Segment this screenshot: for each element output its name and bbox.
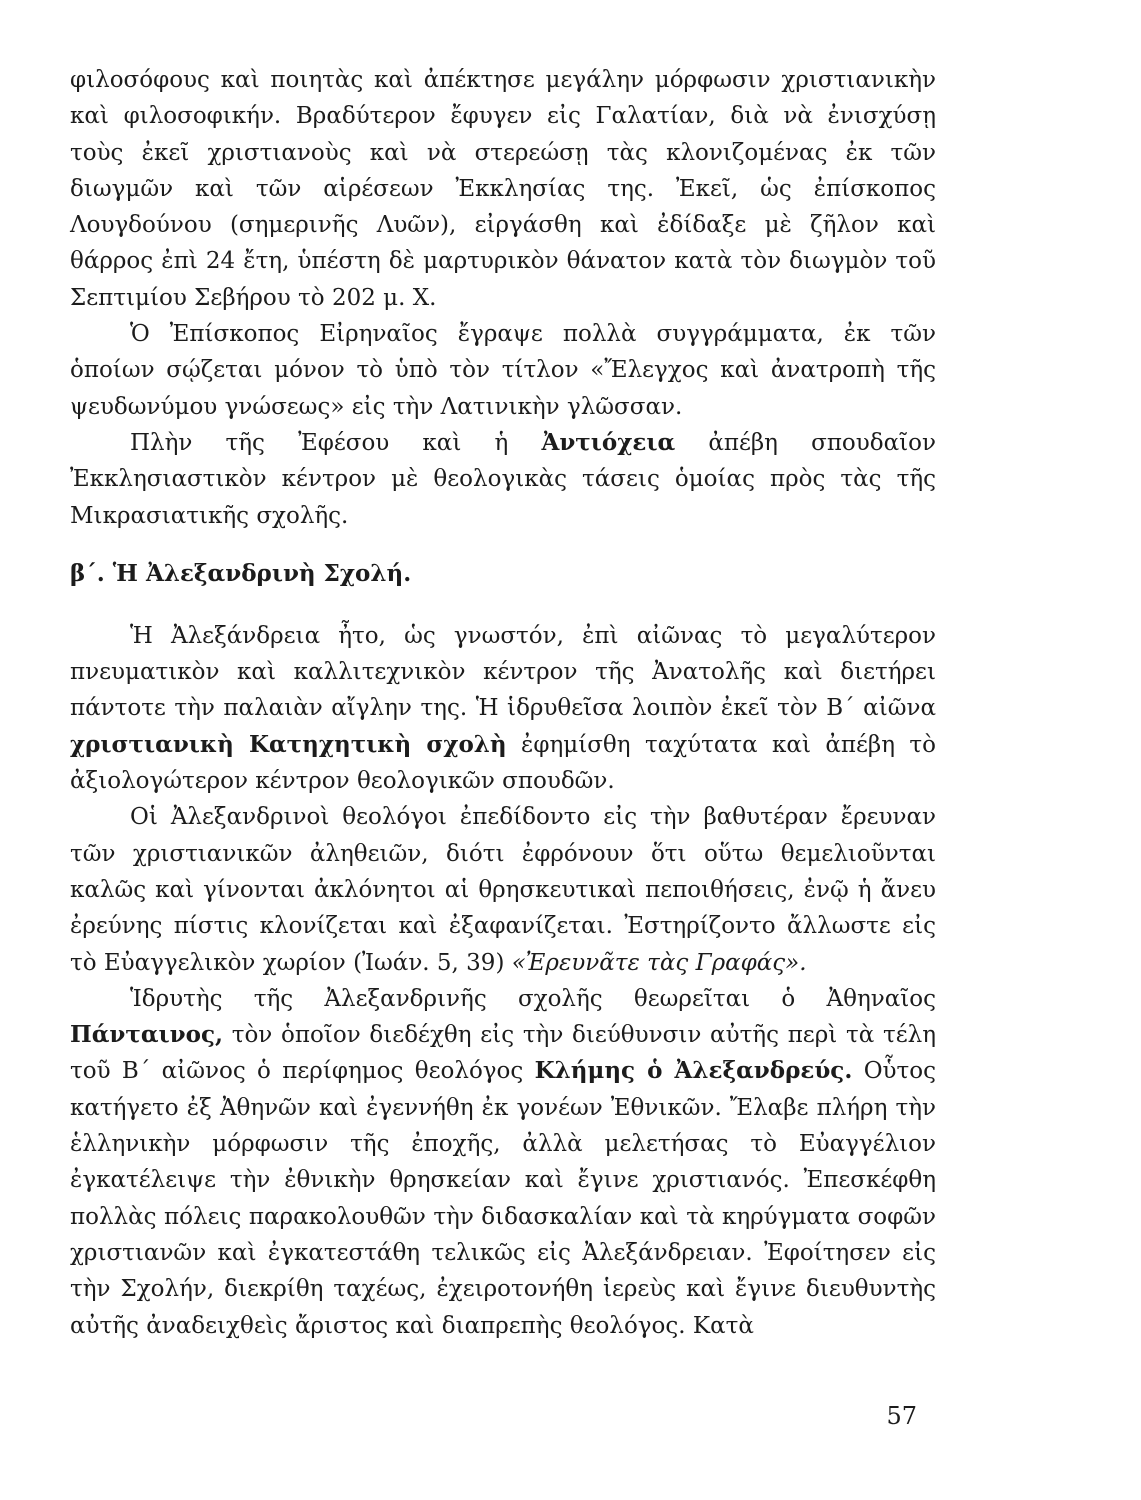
section-title: Ἡ Ἀλεξανδρινὴ Σχολή. bbox=[112, 559, 412, 587]
page-number: 57 bbox=[886, 1402, 917, 1430]
paragraph-alexandria bbox=[70, 618, 936, 799]
text-run: ἐφημίσθη ταχύτατα καὶ ἀπέβη τὸ ἀξιολογώτερον κέντρον θεολογικῶν σπουδῶν. bbox=[70, 731, 936, 795]
paragraph-antioch bbox=[70, 425, 936, 534]
text-run: Οὗτος κατήγετο ἐξ Ἀθηνῶν καὶ ἐγεννήθη ἐκ γονέων Ἐθνικῶν. Ἔλαβε πλήρη τὴν ἑλληνικὴν μόρφωσιν τῆς ἐποχῆς, ἀλλὰ μελετήσας τὸ Εὐαγγέλιον ἐγκατέλειψε τὴν ἐθνικὴν θρησκείαν καὶ ἔγινε χριστιανός. Ἐπεσκέφθη πολλὰς πόλεις παρακολουθῶν τὴν διδασκαλίαν καὶ τὰ κηρύγματα σοφῶν χριστιανῶν καὶ ἐγκατεστάθη τελικῶς εἰς Ἀλεξάνδρειαν. Ἐφοίτησεν εἰς τὴν Σχολήν, διεκρίθη ταχέως, ἐχειροτονήθη ἱερεὺς καὶ ἔγινε διευθυντὴς αὐτῆς ἀναδειχθεὶς ἄριστος καὶ διαπρεπὴς θεολόγος. Κατὰ bbox=[70, 1058, 936, 1339]
paragraph-irenaeus-life: φιλοσόφους καὶ ποιητὰς καὶ ἀπέκτησε μεγάλην μόρφωσιν χριστιανικὴν καὶ φιλοσοφικήν. Βραδύτερον ἔφυγεν εἰς Γαλατίαν, διὰ νὰ ἐνισχύσῃ τοὺς ἐκεῖ χριστιανοὺς καὶ νὰ στερεώσῃ τὰς κλονιζομένας ἐκ τῶν διωγμῶν καὶ τῶν αἱρέσεων Ἐκκλησίας της. Ἐκεῖ, ὡς ἐπίσκοπος Λουγδούνου (σημερινῆς Λυῶν), εἰργάσθη καὶ ἐδίδαξε μὲ ζῆλον καὶ θάρρος ἐπὶ 24 ἔτη, ὑπέστη δὲ μαρτυρικὸν θάνατον κατὰ τὸν διωγμὸν τοῦ Σεπτιμίου Σεβήρου τὸ 202 μ. Χ. bbox=[70, 67, 936, 311]
bold-term-catechetical-school: χριστιανικὴ Κατηχητικὴ σχολὴ bbox=[70, 730, 507, 758]
text-run: ἀπέβη σπουδαῖον Ἐκκλησιαστικὸν κέντρον μὲ θεολογικὰς τάσεις ὁμοίας πρὸς τὰς τῆς Μικρασιατικῆς σχολῆς. bbox=[70, 429, 936, 529]
text-run: Ἡ Ἀλεξάνδρεια ἦτο, ὡς γνωστόν, ἐπὶ αἰῶνας τὸ μεγαλύτερον πνευματικὸν καὶ καλλιτεχνικὸν κέντρον τῆς Ἀνατολῆς καὶ διετήρει πάντοτε τὴν παλαιὰν αἴγλην της. Ἡ ἱδρυθεῖσα λοιπὸν ἐκεῖ τὸν Β΄ αἰῶνα bbox=[70, 622, 936, 722]
paragraph-pantaenus-clement bbox=[70, 981, 936, 1344]
section-number: β΄. bbox=[70, 559, 105, 587]
italic-quote: «Ἐρευνᾶτε τὰς Γραφάς». bbox=[511, 949, 807, 976]
text-run: τὸν ὁποῖον διεδέχθη εἰς τὴν διεύθυνσιν αὐτῆς περὶ τὰ τέλη τοῦ Β΄ αἰῶνος ὁ περίφημος θεολόγος bbox=[70, 1022, 936, 1085]
bold-term-pantaenus: Πάνταινος, bbox=[70, 1021, 223, 1049]
bold-term-clement: Κλήμης ὁ Ἀλεξανδρεύς. bbox=[534, 1057, 853, 1085]
text-run: Οἱ Ἀλεξανδρινοὶ θεολόγοι ἐπεδίδοντο εἰς τὴν βαθυτέραν ἔρευναν τῶν χριστιανικῶν ἀληθειῶν, διότι ἐφρόνουν ὅτι οὕτω θεμελιοῦνται καλῶς καὶ γίνονται ἀκλόνητοι αἱ θρησκευτικαὶ πεποιθήσεις, ἐνῷ ἡ ἄνευ ἐρεύνης πίστις κλονίζεται καὶ ἐξαφανίζεται. Ἐστηρίζοντο ἄλλωστε εἰς τὸ Εὐαγγελικὸν χωρίον (Ἰωάν. 5, 39) bbox=[70, 804, 936, 976]
bold-term-antioch: Ἀντιόχεια bbox=[541, 428, 676, 456]
text-run: Πλὴν τῆς Ἐφέσου καὶ ἡ bbox=[130, 429, 542, 456]
book-page-text bbox=[70, 62, 936, 1344]
paragraph-alexandrian-theologians bbox=[70, 799, 936, 980]
text-run: Ἱδρυτὴς τῆς Ἀλεξανδρινῆς σχολῆς θεωρεῖται ὁ Ἀθηναῖος bbox=[130, 985, 936, 1012]
section-heading bbox=[70, 556, 936, 592]
paragraph-irenaeus-writings: Ὁ Ἐπίσκοπος Εἰρηναῖος ἔγραψε πολλὰ συγγράμματα, ἐκ τῶν ὁποίων σῴζεται μόνον τὸ ὑπὸ τὸν τίτλον «Ἔλεγχος καὶ ἀνατροπὴ τῆς ψευδωνύμου γνώσεως» εἰς τὴν Λατινικὴν γλῶσσαν. bbox=[70, 321, 936, 420]
